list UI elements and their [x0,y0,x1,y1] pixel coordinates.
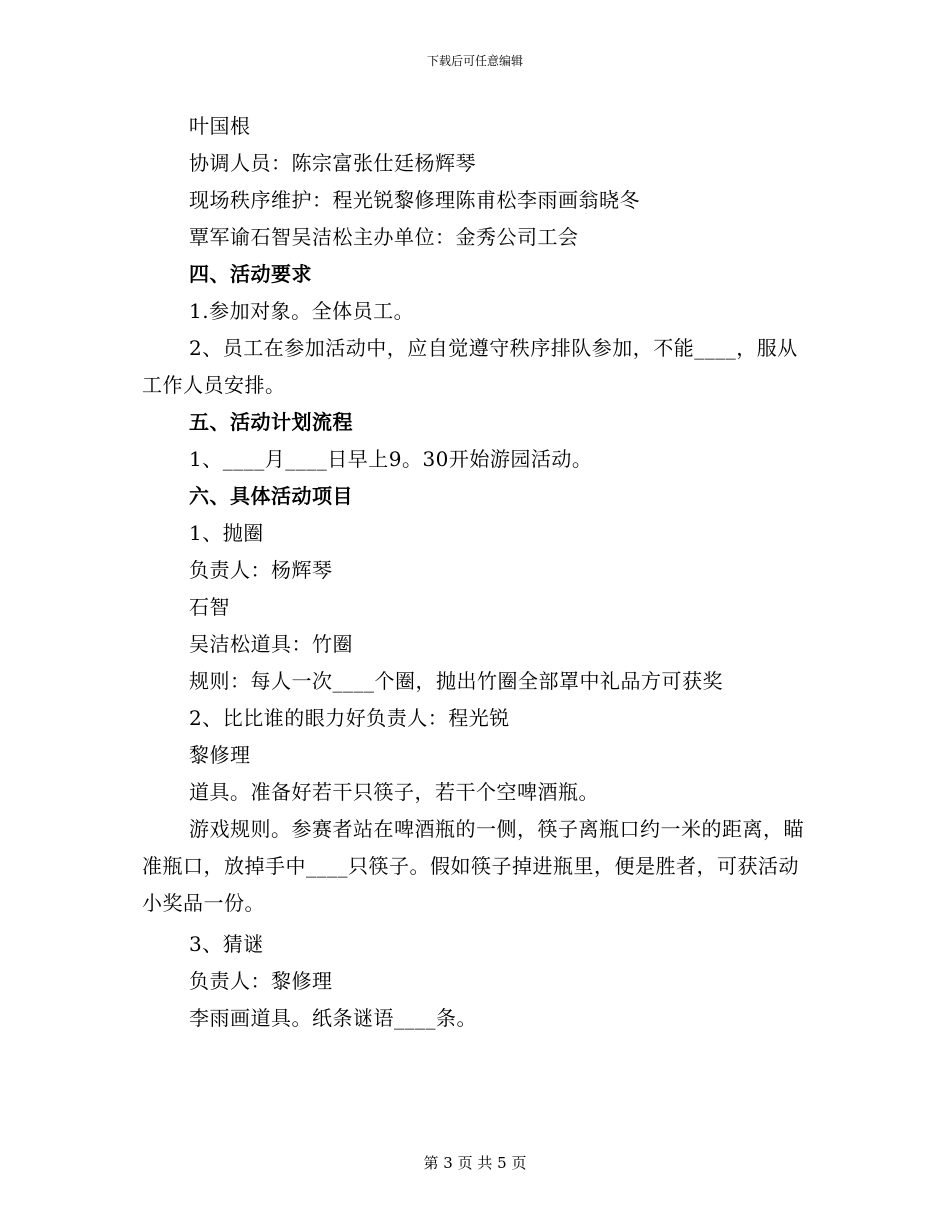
section-heading: 四、活动要求 [189,262,312,286]
document-body [142,108,814,1037]
paragraph: 负责人：黎修理 [189,969,333,993]
paragraph: 李雨画道具。纸条谜语____条。 [189,1006,477,1030]
paragraph: 1、抛圈 [189,521,264,545]
paragraph: 2、比比谁的眼力好负责人：程光锐 [189,706,510,730]
section-heading: 六、具体活动项目 [189,484,353,508]
paragraph: 2、员工在参加活动中，应自觉遵守秩序排队参加，不能____，服从工作人员安排。 [142,336,798,397]
paragraph: 1、____月____日早上9。30开始游园活动。 [189,447,593,471]
paragraph: 现场秩序维护：程光锐黎修理陈甫松李雨画翁晓冬 [189,188,640,212]
paragraph: 协调人员：陈宗富张仕廷杨辉琴 [189,151,476,175]
paragraph: 叶国根 [189,114,251,138]
paragraph: 规则：每人一次____个圈，抛出竹圈全部罩中礼品方可获奖 [189,669,723,693]
paragraph: 吴洁松道具：竹圈 [189,632,353,656]
paragraph: 道具。准备好若干只筷子，若干个空啤酒瓶。 [189,780,599,804]
paragraph: 3、猜谜 [189,932,264,956]
paragraph: 负责人：杨辉琴 [189,558,333,582]
page-header: 下载后可任意编辑 [426,54,523,68]
paragraph: 游戏规则。参赛者站在啤酒瓶的一侧，筷子离瓶口约一米的距离，瞄准瓶口，放掉手中____只筷子。假如筷子掉进瓶里，便是胜者，可获活动小奖品一份。 [142,817,804,915]
section-heading: 五、活动计划流程 [189,410,353,434]
paragraph: 黎修理 [189,743,251,767]
paragraph: 覃军谕石智吴洁松主办单位：金秀公司工会 [189,225,579,249]
page-footer: 第 3 页 共 5 页 [423,1154,527,1172]
paragraph: 1.参加对象。全体员工。 [189,299,415,323]
paragraph: 石智 [189,595,230,619]
